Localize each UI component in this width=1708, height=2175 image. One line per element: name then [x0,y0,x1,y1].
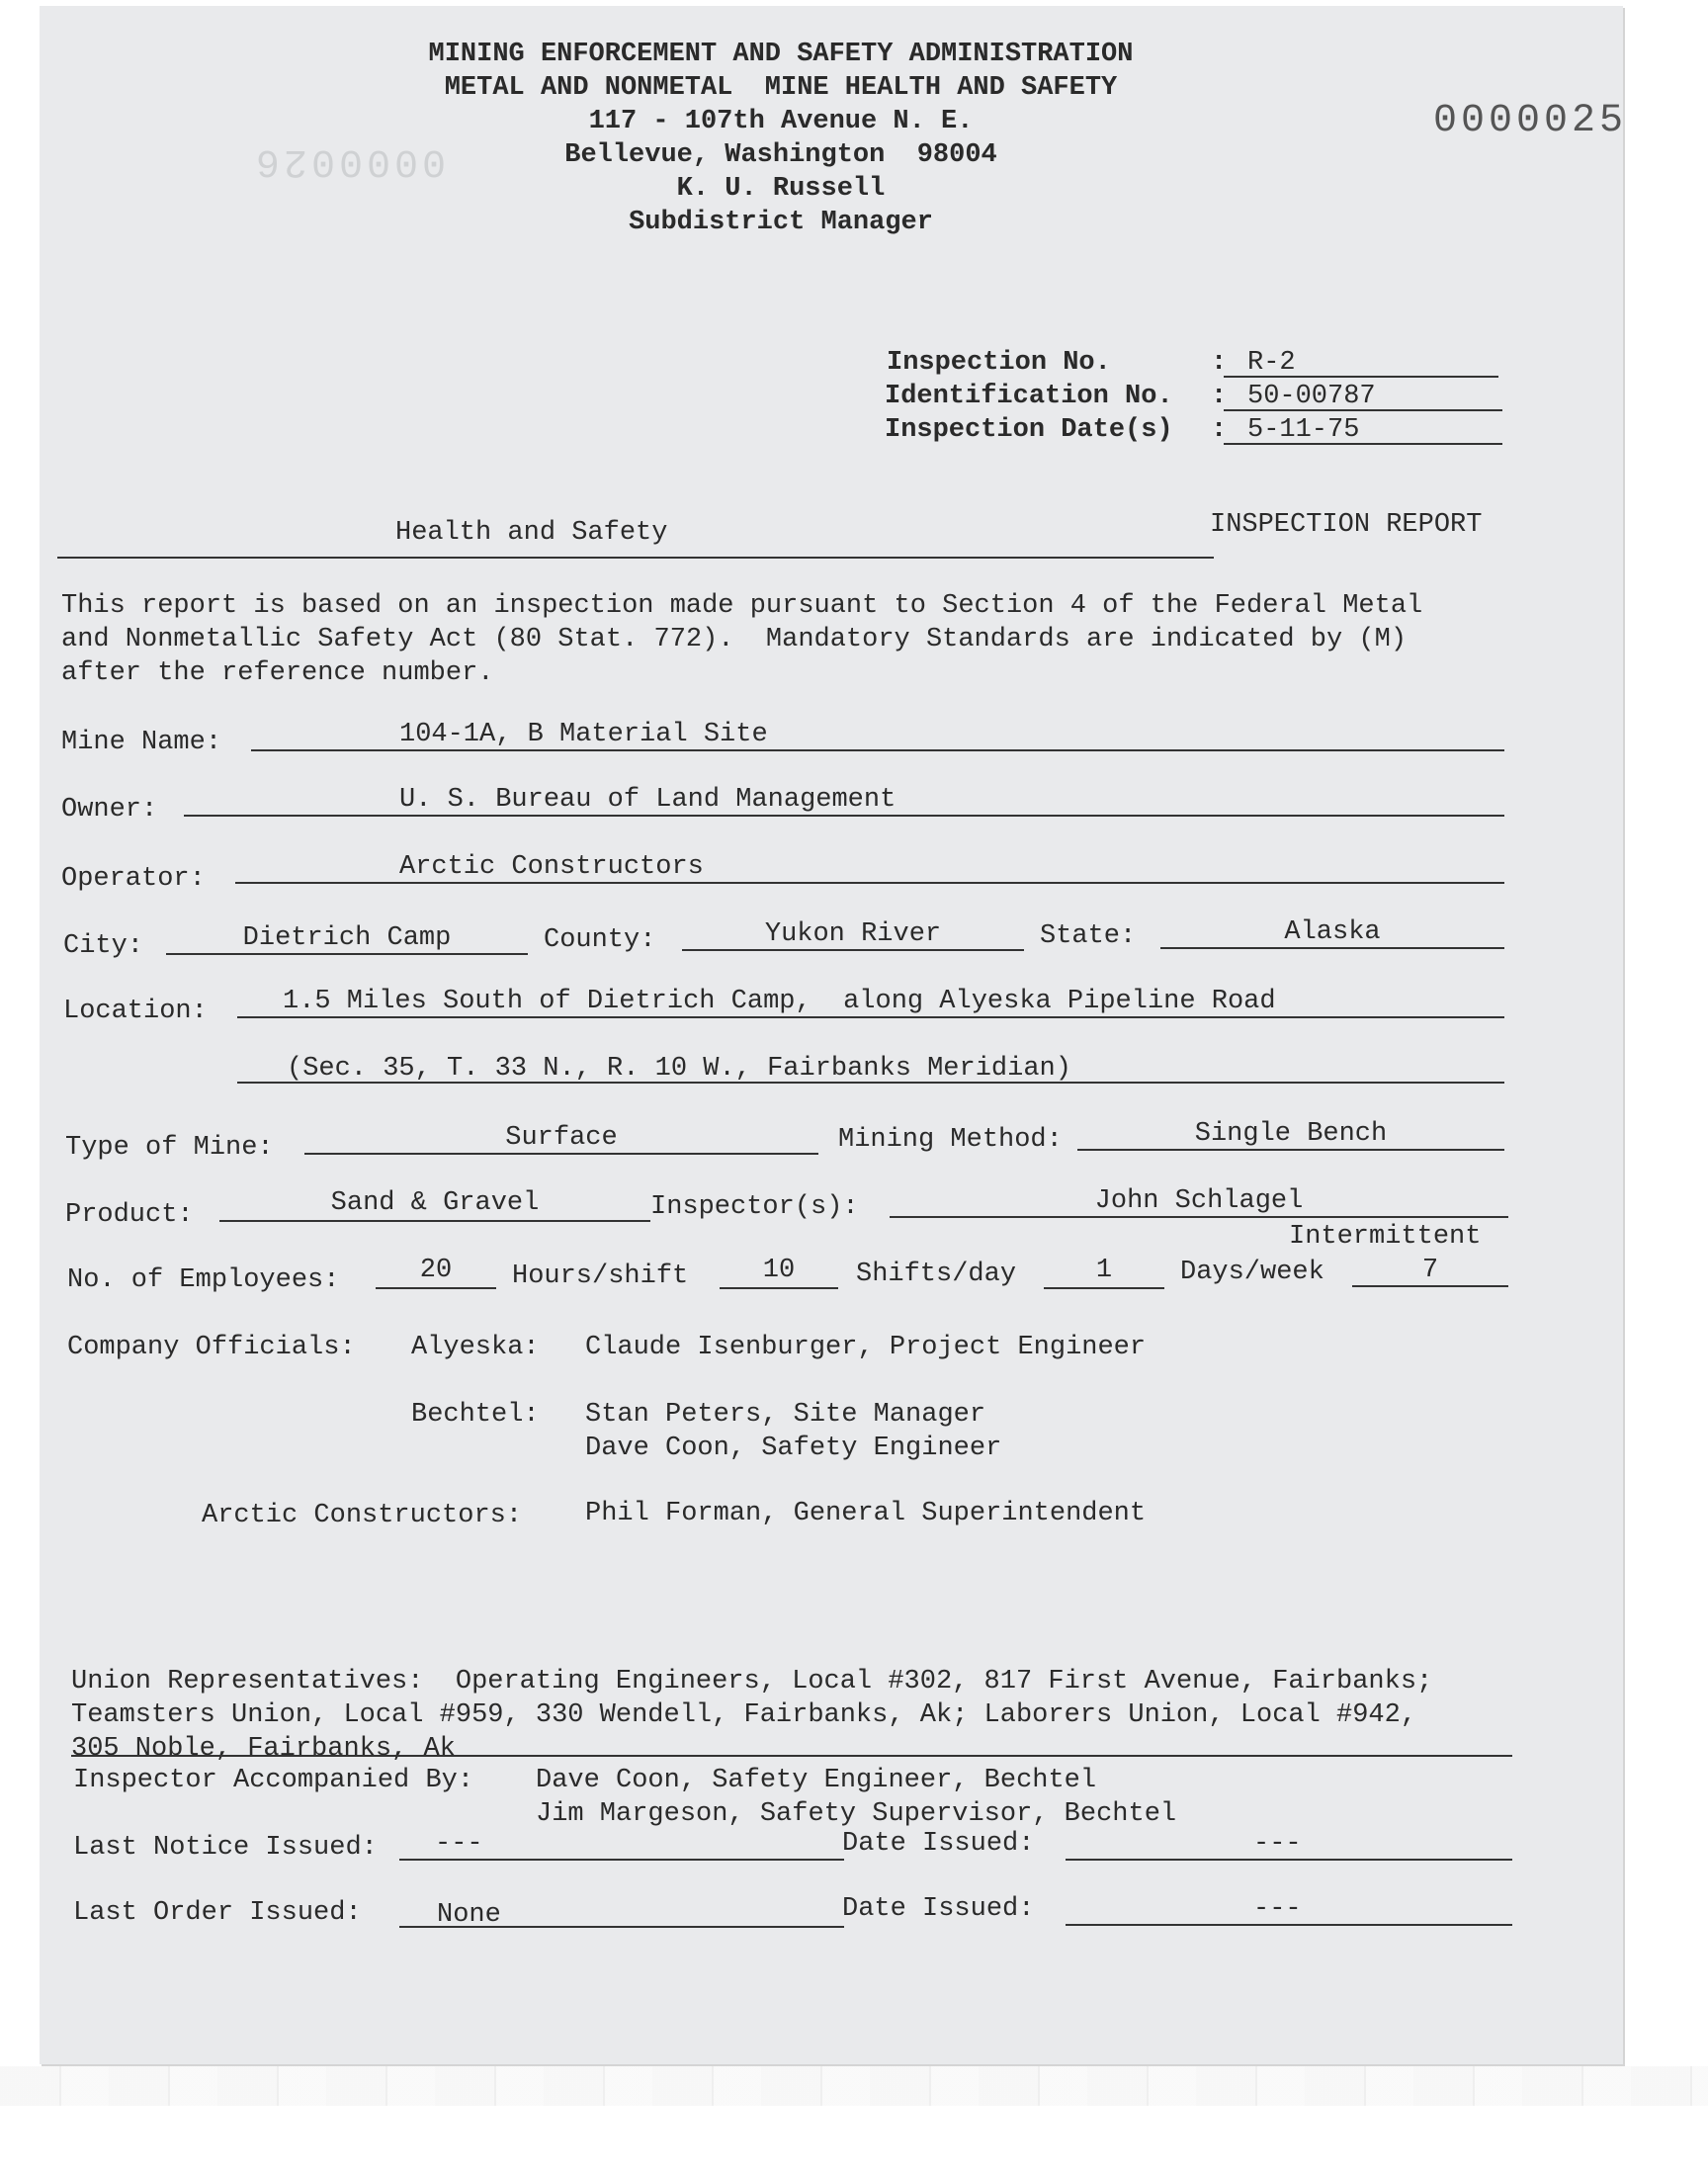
address-city: Bellevue, Washington 98004 [564,140,997,170]
union-line-2: Teamsters Union, Local #959, 330 Wendell, Fairbanks, Ak; Laborers Union, Local #942, [71,1700,1417,1730]
inspector-underline [890,1216,1508,1218]
inspector-value: John Schlagel [1094,1186,1304,1216]
mining-method-label: Mining Method: [838,1125,1063,1155]
product-underline [219,1220,650,1222]
last-notice-label: Last Notice Issued: [73,1833,378,1863]
identification-no-colon: : [1211,382,1228,411]
address-street: 117 - 107th Avenue N. E. [588,107,974,136]
state-value: Alaska [1284,917,1381,947]
location-label: Location: [63,997,208,1026]
report-type: Health and Safety [395,518,668,548]
report-title-rule [57,557,1214,559]
union-line-1: Union Representatives: Operating Engineers, Local #302, 817 First Avenue, Fairbanks; [71,1667,1433,1696]
accompanied-person-1: Dave Coon, Safety Engineer, Bechtel [536,1766,1097,1795]
notice-date-underline [1066,1859,1512,1861]
intro-line-3: after the reference number. [61,658,494,688]
hours-shift-label: Hours/shift [512,1262,689,1291]
inspection-no-colon: : [1211,348,1228,378]
days-week-label: Days/week [1180,1258,1324,1287]
city-value: Dietrich Camp [242,923,452,953]
bechtel-official-2: Dave Coon, Safety Engineer [585,1434,1002,1463]
union-line-3: 305 Noble, Fairbanks, Ak [71,1734,456,1764]
county-underline [682,949,1024,951]
alyeska-official: Claude Isenburger, Project Engineer [585,1333,1147,1362]
operator-value: Arctic Constructors [399,852,704,882]
division-name: METAL AND NONMETAL MINE HEALTH AND SAFETY [444,73,1118,103]
employees-label: No. of Employees: [67,1265,340,1295]
location-value-line-2: (Sec. 35, T. 33 N., R. 10 W., Fairbanks Meridian) [287,1054,1071,1084]
identification-no-label: Identification No. [885,382,1173,411]
last-order-label: Last Order Issued: [73,1898,362,1928]
union-underline [71,1755,1512,1757]
mine-name-underline [251,749,1504,751]
location-value-line-1: 1.5 Miles South of Dietrich Camp, along Alyeska Pipeline Road [283,987,1276,1016]
county-label: County: [544,925,656,955]
order-date-underline [1066,1924,1512,1926]
manager-title: Subdistrict Manager [629,208,933,237]
mine-name-value: 104-1A, B Material Site [399,720,768,749]
state-underline [1160,947,1504,949]
product-label: Product: [65,1200,194,1230]
days-week-underline [1352,1285,1508,1287]
shifts-day-value: 1 [1095,1256,1113,1285]
type-of-mine-underline [304,1153,818,1155]
location-underline-2 [237,1082,1504,1084]
location-underline-1 [237,1016,1504,1018]
order-date-value: --- [1253,1894,1302,1924]
intro-line-2: and Nonmetallic Safety Act (80 Stat. 772). Mandatory Standards are indicated by (M) [61,625,1408,654]
operator-label: Operator: [61,864,206,894]
scan-edge-strip [0,2066,1708,2106]
notice-date-label: Date Issued: [842,1829,1035,1859]
document-number-stamp: 0000025 [1433,99,1628,143]
mine-name-label: Mine Name: [61,728,222,757]
employees-underline [376,1287,496,1289]
mining-method-underline [1077,1149,1504,1151]
accompanied-by-label: Inspector Accompanied By: [73,1766,474,1795]
mining-method-value: Single Bench [1194,1119,1388,1149]
alyeska-label: Alyeska: [411,1333,540,1362]
owner-label: Owner: [61,795,158,825]
inspection-no-underline [1224,376,1498,378]
inspection-no-label: Inspection No. [887,348,1111,378]
employees-value: 20 [419,1256,453,1285]
inspection-no-value: R-2 [1247,348,1296,378]
accompanied-person-2: Jim Margeson, Safety Supervisor, Bechtel [536,1799,1177,1829]
bleed-through-stamp: 0000026 [252,138,447,183]
intermittent-note: Intermittent [1289,1222,1482,1252]
manager-name: K. U. Russell [676,174,886,204]
shifts-day-underline [1044,1287,1164,1289]
arctic-constructors-official: Phil Forman, General Superintendent [585,1499,1147,1528]
last-notice-underline [399,1859,844,1861]
arctic-constructors-label: Arctic Constructors: [202,1501,523,1530]
type-of-mine-value: Surface [505,1123,618,1153]
notice-date-value: --- [1253,1829,1302,1859]
report-title: INSPECTION REPORT [1210,510,1483,540]
type-of-mine-label: Type of Mine: [65,1133,274,1163]
inspector-label: Inspector(s): [650,1192,859,1222]
city-underline [166,953,528,955]
agency-name: MINING ENFORCEMENT AND SAFETY ADMINISTRATION [428,40,1134,69]
product-value: Sand & Gravel [330,1188,540,1218]
inspection-date-underline [1224,443,1502,445]
city-label: City: [63,931,144,961]
inspection-date-label: Inspection Date(s) [885,415,1173,445]
state-label: State: [1040,921,1137,951]
inspection-date-colon: : [1211,415,1228,445]
last-order-underline [399,1926,844,1928]
owner-underline [184,815,1504,817]
operator-underline [235,882,1504,884]
last-notice-value: --- [435,1829,483,1859]
last-order-value: None [437,1900,501,1930]
owner-value: U. S. Bureau of Land Management [399,785,897,815]
bechtel-label: Bechtel: [411,1400,540,1430]
hours-shift-underline [720,1287,838,1289]
bechtel-official-1: Stan Peters, Site Manager [585,1400,986,1430]
shifts-day-label: Shifts/day [856,1260,1017,1289]
identification-no-value: 50-00787 [1247,382,1376,411]
identification-no-underline [1224,409,1502,411]
intro-line-1: This report is based on an inspection made pursuant to Section 4 of the Federal Metal [61,591,1423,621]
county-value: Yukon River [764,919,942,949]
order-date-label: Date Issued: [842,1894,1035,1924]
days-week-value: 7 [1421,1256,1439,1285]
inspection-date-value: 5-11-75 [1247,415,1360,445]
hours-shift-value: 10 [762,1256,796,1285]
company-officials-label: Company Officials: [67,1333,356,1362]
